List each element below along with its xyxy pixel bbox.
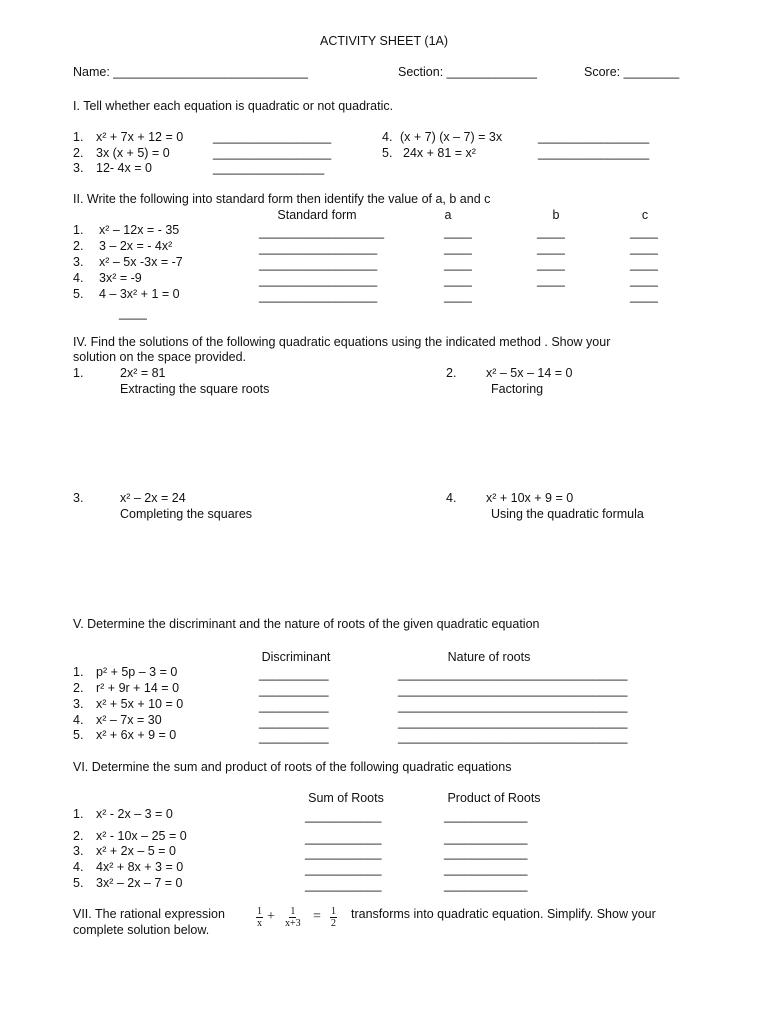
s2-a-blank[interactable]: ____ [444, 257, 472, 271]
section6-heading: VI. Determine the sum and product of roots of the following quadratic equations [73, 760, 512, 774]
s4-item-equation: x² + 10x + 9 = 0 [486, 491, 574, 505]
s2-item-num: 3. [73, 255, 84, 269]
s5-disc-blank[interactable]: __________ [259, 667, 329, 681]
col-c: c [641, 208, 649, 222]
fraction-numerator: 1 [257, 906, 262, 917]
s2-b-blank[interactable]: ____ [537, 273, 565, 287]
s6-product-blank[interactable]: ____________ [444, 831, 528, 845]
s4-item-method: Factoring [491, 382, 544, 396]
s2-standard-blank[interactable]: _________________ [259, 273, 378, 287]
s2-item-equation: x² – 5x -3x = -7 [99, 255, 183, 269]
s2-standard-blank[interactable]: _________________ [259, 257, 378, 271]
s5-item-equation: x² + 6x + 9 = 0 [96, 728, 177, 742]
s4-item-method: Extracting the square roots [120, 382, 270, 396]
s5-nature-blank[interactable]: _________________________________ [398, 683, 628, 697]
s4-item-num: 2. [446, 366, 457, 380]
s6-product-blank[interactable]: ____________ [444, 809, 528, 823]
s2-standard-blank[interactable]: _________________ [259, 289, 378, 303]
s5-item-equation: x² – 7x = 30 [96, 713, 162, 727]
s4-item-num: 1. [73, 366, 84, 380]
section7-line2: complete solution below. [73, 923, 210, 937]
fraction-numerator: 1 [290, 906, 296, 917]
s5-item-num: 1. [73, 665, 84, 679]
s2-c-blank[interactable]: ____ [630, 289, 658, 303]
s1-item-equation: 3x (x + 5) = 0 [96, 146, 170, 160]
section1-heading: I. Tell whether each equation is quadratic or not quadratic. [73, 99, 394, 113]
s1-answer-blank[interactable]: ________________ [538, 130, 650, 144]
s6-item-num: 5. [73, 876, 84, 890]
s6-item-num: 4. [73, 860, 84, 874]
s2-item-num: 1. [73, 223, 84, 237]
fraction-denominator: x+3 [285, 918, 301, 929]
col-standard-form: Standard form [277, 208, 357, 222]
s5-nature-blank[interactable]: _________________________________ [398, 715, 628, 729]
s5-nature-blank[interactable]: _________________________________ [398, 730, 628, 744]
s6-sum-blank[interactable]: ___________ [305, 831, 382, 845]
s6-item-num: 3. [73, 844, 84, 858]
s1-item-num: 5. [382, 146, 393, 160]
s5-item-num: 2. [73, 681, 84, 695]
s6-sum-blank[interactable]: ___________ [305, 862, 382, 876]
s5-item-num: 3. [73, 697, 84, 711]
s1-item-num: 4. [382, 130, 393, 144]
page-title: ACTIVITY SHEET (1A) [319, 34, 449, 48]
s1-item-equation: 24x + 81 = x² [403, 146, 476, 160]
s5-item-equation: x² + 5x + 10 = 0 [96, 697, 184, 711]
s5-disc-blank[interactable]: __________ [259, 730, 329, 744]
s1-item-equation: (x + 7) (x – 7) = 3x [400, 130, 503, 144]
s6-item-equation: 4x² + 8x + 3 = 0 [96, 860, 184, 874]
s1-answer-blank[interactable]: ________________ [213, 161, 325, 175]
score-field[interactable]: Score: ________ [584, 65, 680, 79]
s6-sum-blank[interactable]: ___________ [305, 809, 382, 823]
name-field[interactable]: Name: ____________________________ [73, 65, 308, 79]
col-b: b [552, 208, 560, 222]
s5-disc-blank[interactable]: __________ [259, 715, 329, 729]
s2-b-blank[interactable]: ____ [537, 257, 565, 271]
equals-sign: = [313, 909, 321, 924]
s2-extra-blank[interactable]: ____ [119, 306, 147, 320]
s6-product-blank[interactable]: ____________ [444, 878, 528, 892]
s4-item-equation: x² – 5x – 14 = 0 [486, 366, 573, 380]
s5-nature-blank[interactable]: _________________________________ [398, 667, 628, 681]
section4-heading-line1: IV. Find the solutions of the following quadratic equations using the indicated method . Show your [73, 335, 611, 349]
col-sum-of-roots: Sum of Roots [308, 791, 384, 805]
s2-item-equation: x² – 12x = - 35 [99, 223, 180, 237]
s5-nature-blank[interactable]: _________________________________ [398, 699, 628, 713]
s2-c-blank[interactable]: ____ [630, 225, 658, 239]
s6-product-blank[interactable]: ____________ [444, 846, 528, 860]
s5-disc-blank[interactable]: __________ [259, 683, 329, 697]
s2-a-blank[interactable]: ____ [444, 273, 472, 287]
section4-heading-line2: solution on the space provided. [73, 350, 247, 364]
s2-item-equation: 3 – 2x = - 4x² [99, 239, 173, 253]
s2-a-blank[interactable]: ____ [444, 225, 472, 239]
s5-disc-blank[interactable]: __________ [259, 699, 329, 713]
s1-item-equation: 12- 4x = 0 [96, 161, 152, 175]
s2-item-num: 4. [73, 271, 84, 285]
s6-item-equation: x² - 2x – 3 = 0 [96, 807, 173, 821]
s2-a-blank[interactable]: ____ [444, 241, 472, 255]
section-field[interactable]: Section: _____________ [398, 65, 538, 79]
fraction-denominator: x [257, 918, 262, 929]
col-product-of-roots: Product of Roots [447, 791, 541, 805]
s6-sum-blank[interactable]: ___________ [305, 846, 382, 860]
s4-item-equation: 2x² = 81 [120, 366, 166, 380]
section7-rest: transforms into quadratic equation. Simplify. Show your [351, 907, 656, 921]
s2-item-num: 5. [73, 287, 84, 301]
s6-item-equation: x² - 10x – 25 = 0 [96, 829, 187, 843]
s2-b-blank[interactable]: ____ [537, 225, 565, 239]
plus-sign: + [267, 909, 275, 924]
col-discriminant: Discriminant [261, 650, 331, 664]
s6-item-num: 1. [73, 807, 84, 821]
s4-item-method: Completing the squares [120, 507, 253, 521]
col-a: a [444, 208, 452, 222]
s2-item-equation: 3x² = -9 [99, 271, 142, 285]
s2-a-blank[interactable]: ____ [444, 289, 472, 303]
s6-item-equation: x² + 2x – 5 = 0 [96, 844, 176, 858]
col-nature-of-roots: Nature of roots [447, 650, 531, 664]
s1-item-num: 2. [73, 146, 84, 160]
s2-standard-blank[interactable]: _________________ [259, 241, 378, 255]
s6-item-num: 2. [73, 829, 84, 843]
s1-item-num: 1. [73, 130, 84, 144]
s2-standard-blank[interactable]: __________________ [259, 225, 385, 239]
s4-item-num: 3. [73, 491, 84, 505]
fraction-1-over-x-plus-3 [285, 906, 301, 929]
fraction-1-over-x [256, 906, 263, 929]
s1-item-equation: x² + 7x + 12 = 0 [96, 130, 184, 144]
s5-item-num: 4. [73, 713, 84, 727]
s6-item-equation: 3x² – 2x – 7 = 0 [96, 876, 183, 890]
s2-c-blank[interactable]: ____ [630, 241, 658, 255]
s4-item-num: 4. [446, 491, 457, 505]
s2-c-blank[interactable]: ____ [630, 273, 658, 287]
s6-sum-blank[interactable]: ___________ [305, 878, 382, 892]
s5-item-equation: p² + 5p – 3 = 0 [96, 665, 178, 679]
s6-product-blank[interactable]: ____________ [444, 862, 528, 876]
s1-item-num: 3. [73, 161, 84, 175]
s1-answer-blank[interactable]: _________________ [213, 146, 332, 160]
section2-heading: II. Write the following into standard form then identify the value of a, b and c [73, 192, 491, 206]
section7-intro: VII. The rational expression [73, 907, 225, 921]
s2-b-blank[interactable]: ____ [537, 241, 565, 255]
s5-item-num: 5. [73, 728, 84, 742]
s5-item-equation: r² + 9r + 14 = 0 [96, 681, 180, 695]
s1-answer-blank[interactable]: _________________ [213, 130, 332, 144]
s1-answer-blank[interactable]: ________________ [538, 146, 650, 160]
fraction-1-over-2 [330, 906, 337, 929]
s4-item-equation: x² – 2x = 24 [120, 491, 186, 505]
fraction-denominator: 2 [331, 918, 336, 929]
s2-c-blank[interactable]: ____ [630, 257, 658, 271]
s4-item-method: Using the quadratic formula [491, 507, 644, 521]
section5-heading: V. Determine the discriminant and the nature of roots of the given quadratic equation [73, 617, 540, 631]
s2-item-equation: 4 – 3x² + 1 = 0 [99, 287, 180, 301]
s2-item-num: 2. [73, 239, 84, 253]
fraction-numerator: 1 [331, 906, 336, 917]
